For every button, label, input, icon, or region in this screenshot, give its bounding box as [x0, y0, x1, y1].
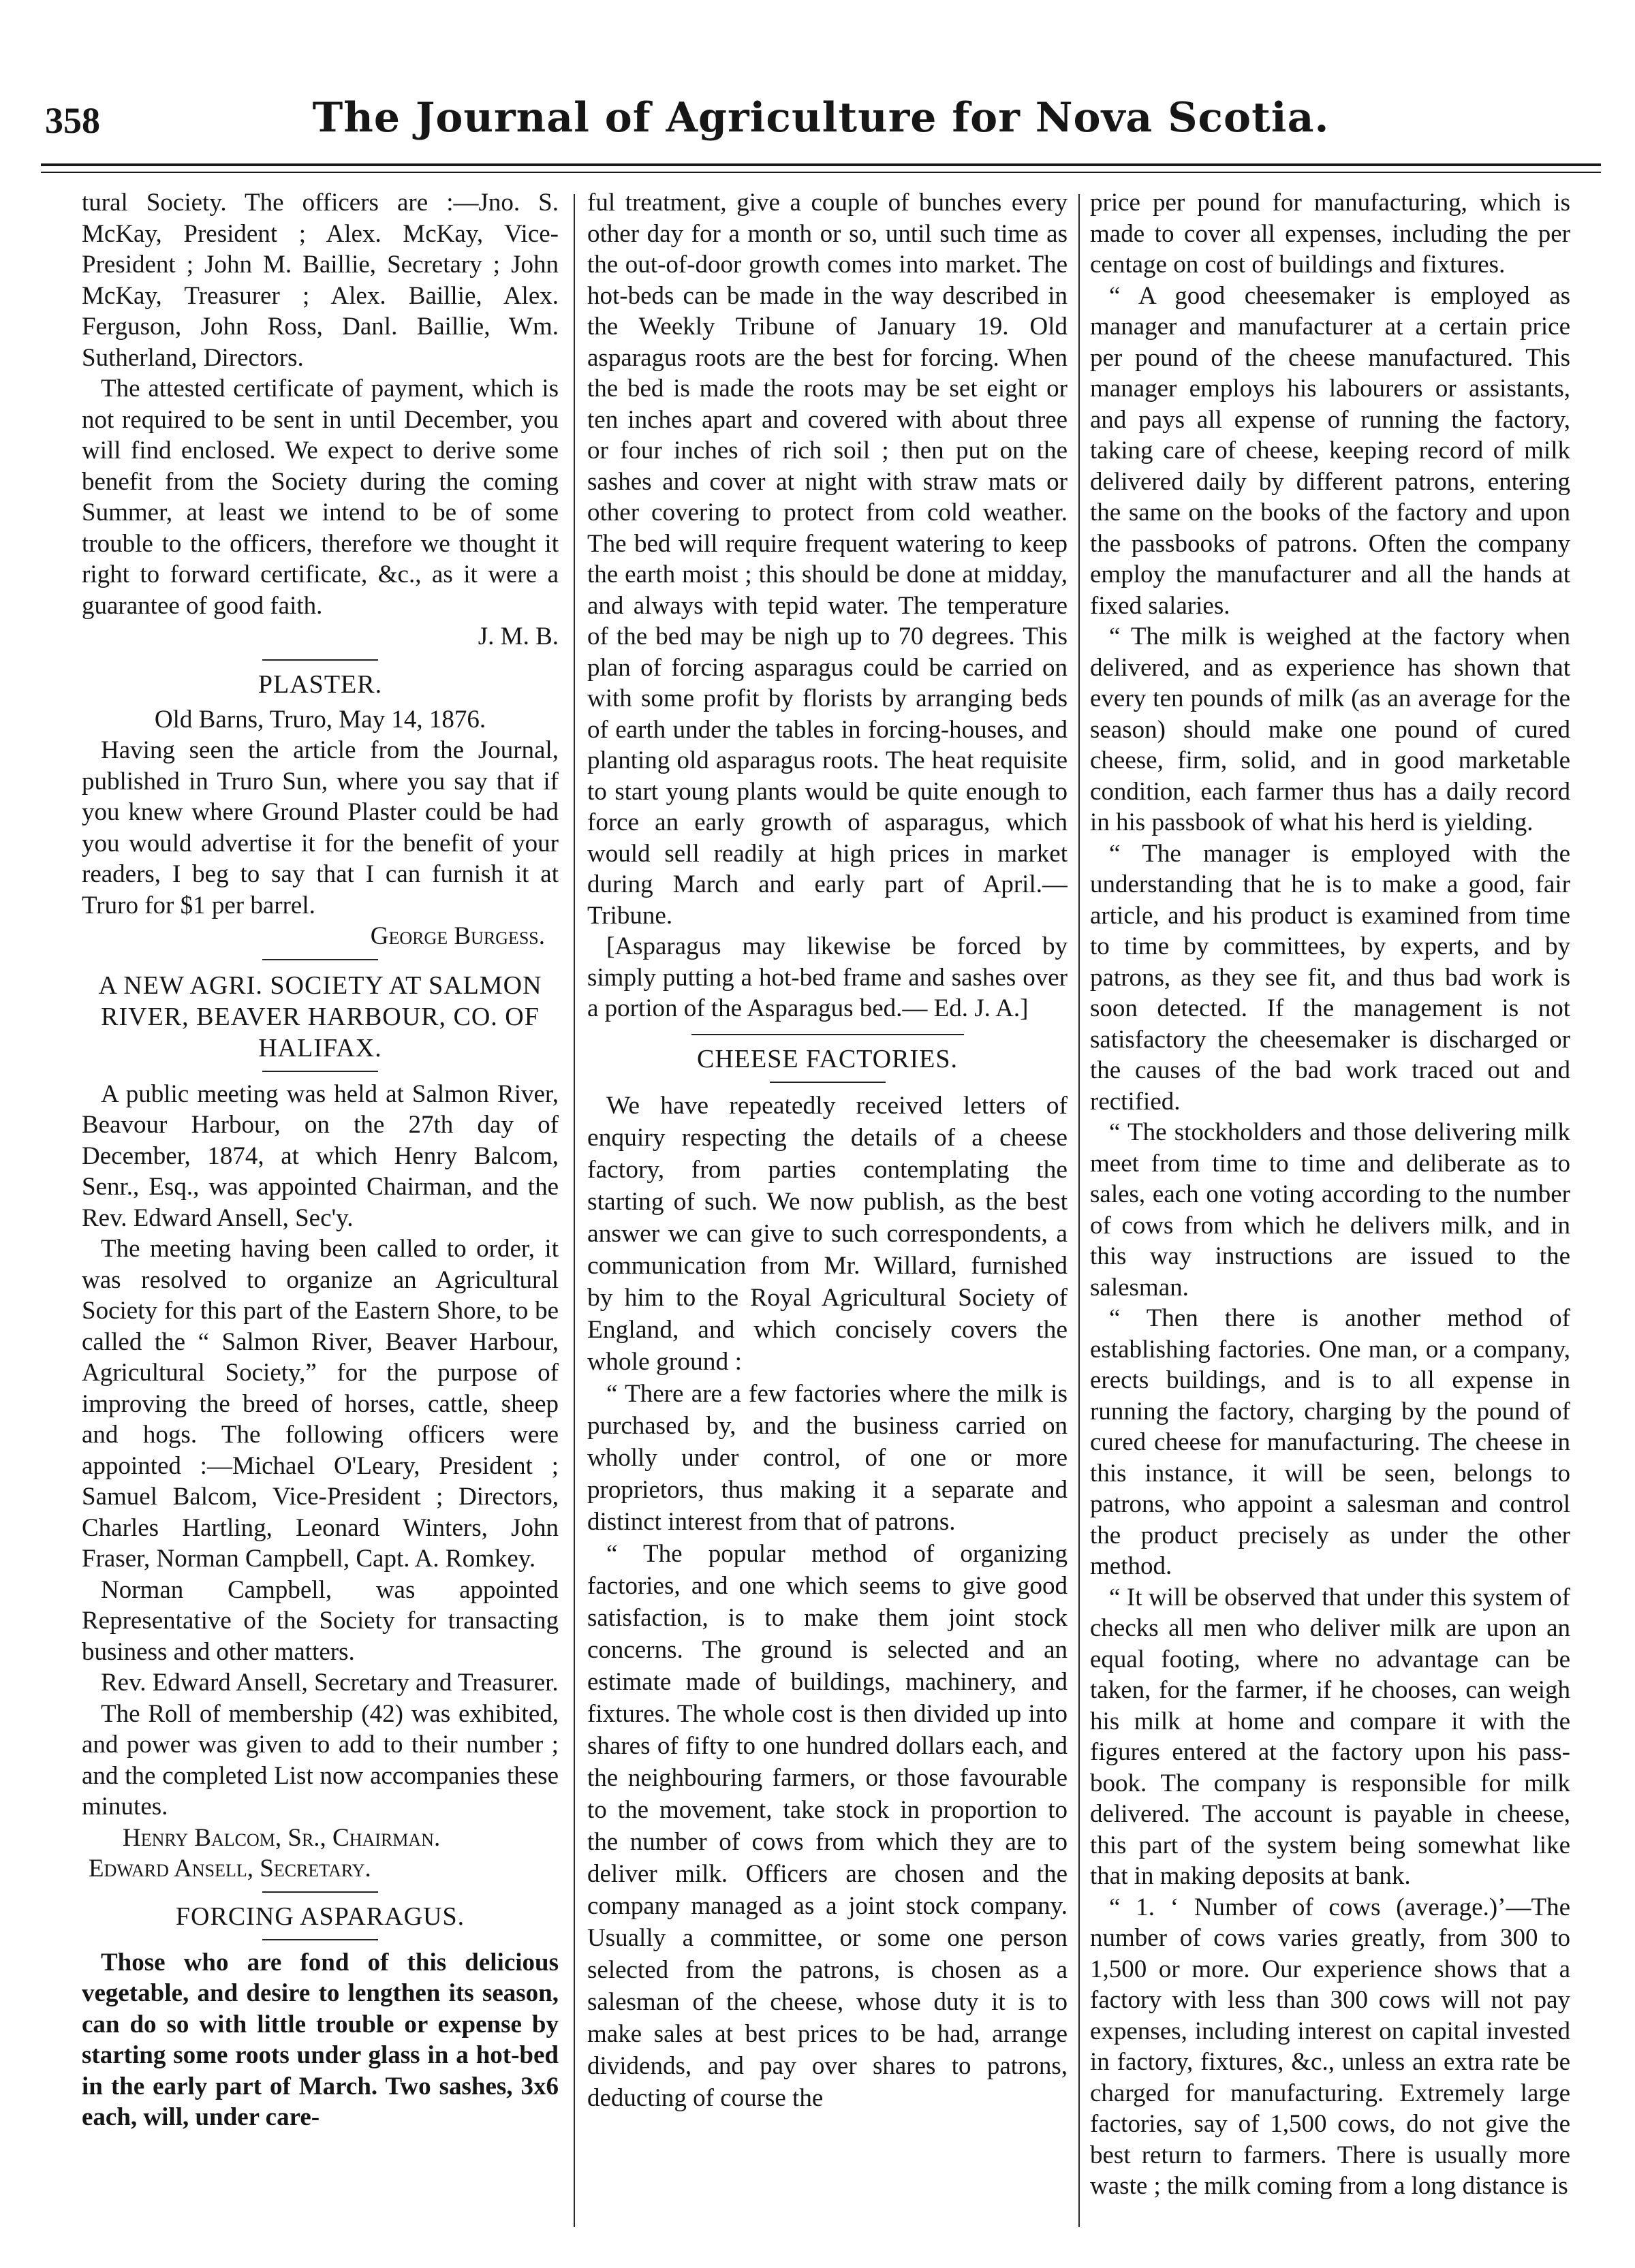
plaster-heading: PLASTER. [258, 670, 383, 699]
another-method-paragraph: “ Then there is another method of establishing factories. One man, or a company, erects buildings, and is to all expense in running the factory, charging by the pound of cured cheese for manufacturing. The cheese in this instance, it will be seen, belongs to patrons, who appoint a salesman and control the product precisely as under the other method. [1090, 1304, 1570, 1580]
cheese-paragraph-purchase: “ There are a few factories where the milk is purchased by, and the business carried on wholly under control, of one or more proprietors, thus making it a separate and distinct interest from that of patrons. [587, 1379, 1068, 1536]
certificate-paragraph: The attested certificate of payment, which is not required to be sent in until December, you will find enclosed. We expect to derive some benefit from the Society during the coming Summer, at least we intend to be of some trouble to the officers, therefore we thought it right to forward certificate, &c., as it were a guarantee of good faith. [82, 375, 559, 620]
column-1 [82, 187, 559, 2231]
column-2 [587, 187, 1068, 2231]
checks-paragraph: “ It will be observed that under this system of checks all men who deliver milk are upon an equal footing, where no advantage can be taken, for the farmer, if he chooses, can weigh his milk at home and compare it with the figures entered at the factory upon his pass-book. The company is responsible for milk delivered. The account is payable in cheese, this part of the system being somewhat like that in making deposits at bank. [1090, 1583, 1570, 1890]
organize-paragraph: The meeting having been called to order, it was resolved to organize an Agricultural Society for this part of the Eastern Shore, to be called the “ Salmon River, Beaver Harbour, Agricultural Society,” for the purpose of improving the breed of horses, cattle, sheep and hogs. The following officers were appointed :—Michael O'Leary, President ; Samuel Balcom, Vice-President ; Directors, Charles Hartling, Leonard Winters, John Fraser, Norman Campbell, Capt. A. Romkey. [82, 1235, 559, 1573]
cheese-continued: price per pound for manufacturing, which is made to cover all expenses, including the per centage on cost of buildings and fixtures. [1090, 189, 1570, 279]
page-header [41, 87, 1601, 169]
section-divider [262, 959, 378, 960]
section-divider [770, 1082, 886, 1083]
secretary-signature: Edward Ansell, Secretary. [89, 1855, 371, 1883]
column-3 [1090, 187, 1570, 2231]
manager-paragraph: “ The manager is employed with the understanding that he is to make a good, fair article, and his product is examined from time to time by committees, by experts, and by patrons, as they see fit, and thus bad work is soon detected. If the management is not satisfactory the cheesemaker is discharged or the causes of the bad work traced out and rectified. [1090, 839, 1570, 1116]
membership-paragraph: The Roll of membership (42) was exhibited, and power was given to add to their number ; and the completed List now accompanies these minutes. [82, 1699, 559, 1821]
header-rule-thin [41, 172, 1601, 173]
editor-note: [Asparagus may likewise be forced by simply putting a hot-bed frame and sashes over a portion of the Asparagus bed.— Ed. J. A.] [587, 932, 1068, 1022]
plaster-body: Having seen the article from the Journal, published in Truro Sun, where you say that if you knew where Ground Plaster could be had you would advertise it for the benefit of your readers, I beg to say that I can furnish it at Truro for $1 per barrel. [82, 736, 559, 919]
society-officers-paragraph: tural Society. The officers are :—Jno. S. McKay, President ; Alex. McKay, Vice-President ; John M. Baillie, Secretary ; John McKay, Treasurer ; Alex. Baillie, Alex. Ferguson, John Ross, Danl. Baillie, Wm. Sutherland, Directors. [82, 189, 559, 372]
cheesemaker-paragraph: “ A good cheesemaker is employed as manager and manufacturer at a certain price per pound of the cheese manufactured. This manager employs his labourers or assistants, and pays all expense of running the factory, taking care of cheese, keeping record of milk delivered daily by different patrons, entering the same on the books of the factory and upon the passbooks of patrons. Often the company employ the manufacturer and all the hands at fixed salaries. [1090, 281, 1570, 620]
cheese-paragraph-joint-stock: “ The popular method of organizing factories, and one which seems to give good satisfaction, is to make them joint stock concerns. The ground is selected and an estimate made of buildings, machinery, and fixtures. The whole cost is then divided up into shares of fifty to one hundred dollars each, and the neighbouring farmers, or those favourable to the movement, take stock in proportion to the number of cows from which they are to deliver milk. Officers are chosen and the company managed as a joint stock company. Usually a committee, or some one person selected from the patrons, is chosen as a salesman of the cheese, whose duty it is to make sales at best prices to be had, arrange dividends, and pay over shares to patrons, deducting of course the [587, 1539, 1068, 2112]
letter-signature: J. M. B. [478, 623, 559, 650]
milk-weighed-paragraph: “ The milk is weighed at the factory when delivered, and as experience has shown that every ten pounds of milk (as an average for the season) should make one pound of cured cheese, firm, solid, and in good marketable condition, each farmer thus has a daily record in his passbook of what his herd is yielding. [1090, 623, 1570, 836]
asparagus-continued: ful treatment, give a couple of bunches every other day for a month or so, until such time as the out-of-door growth comes into market. The hot-beds can be made in the way described in the Weekly Tribune of January 19. Old asparagus roots are the best for forcing. When the bed is made the roots may be set eight or ten inches apart and covered with about three or four inches of rich soil ; then put on the sashes and cover at night with straw mats or other covering to protect from cold weather. The bed will require frequent watering to keep the earth moist ; this should be done at midday, and always with tepid water. The temperature of the bed may be nigh up to 70 degrees. This plan of forcing asparagus could be carried on with some profit by florists by arranging beds of earth under the tables in forcing-houses, and planting old asparagus roots. The heat requisite to start young plants would be quite enough to force an early growth of asparagus, which would sell readily at high prices in market during March and early part of April.—Tribune. [587, 189, 1068, 930]
asparagus-intro: Those who are fond of this delicious vegetable, and desire to lengthen its season, can do so with little trouble or expense by starting some roots under glass in a hot-bed in the early part of March. Two sashes, 3x6 each, will, under care- [82, 1948, 559, 2131]
section-divider [262, 659, 378, 661]
stockholders-paragraph: “ The stockholders and those delivering milk meet from time to time and deliberate as to sales, each one voting according to the number of cows from which he delivers milk, and in this way instructions are issued to the salesman. [1090, 1118, 1570, 1302]
salmon-river-heading: A NEW AGRI. SOCIETY AT SALMON RIVER, BEAVER HARBOUR, CO. OF HALIFAX. [98, 971, 542, 1062]
meeting-paragraph: A public meeting was held at Salmon River, Beavour Harbour, on the 27th day of December, 1874, at which Henry Balcom, Senr., Esq., was appointed Chairman, and the Rev. Edward Ansell, Sec'y. [82, 1080, 559, 1232]
cheese-intro: We have repeatedly received letters of enquiry respecting the details of a cheese factory, from parties contemplating the starting of such. We now publish, as the best answer we can give to such correspondents, a communication from Mr. Willard, furnished by him to the Royal Agricultural Society of England, and which concisely covers the whole ground : [587, 1091, 1068, 1376]
number-of-cows-paragraph: “ 1. ‘ Number of cows (average.)’—The number of cows varies greatly, from 300 to 1,500 or more. Our experience shows that a factory with less than 300 cows will not pay expenses, including interest on capital invested in factory, fixtures, &c., unless an extra rate be charged for manufacturing. Extremely large factories, say of 1,500 cows, do not give the best return to farmers. There is usually more waste ; the milk coming from a long distance is [1090, 1893, 1570, 2200]
chairman-signature: Henry Balcom, Sr., Chairman. [123, 1823, 441, 1852]
cheese-factories-heading: CHEESE FACTORIES. [697, 1044, 958, 1073]
representative-paragraph: Norman Campbell, was appointed Representative of the Society for transacting business and other matters. [82, 1575, 559, 1666]
secretary-paragraph: Rev. Edward Ansell, Secretary and Treasurer. [101, 1669, 559, 1697]
column-divider-2 [1078, 194, 1080, 2227]
column-divider-1 [574, 194, 575, 2227]
plaster-signature: George Burgess. [370, 922, 545, 950]
cheese-article [587, 1090, 1068, 2114]
header-rule-thick [41, 163, 1601, 166]
section-divider [691, 1034, 964, 1035]
section-divider [262, 1891, 378, 1893]
journal-title: The Journal of Agriculture for Nova Scotia. [312, 94, 1330, 142]
plaster-dateline: Old Barns, Truro, May 14, 1876. [154, 705, 486, 734]
section-divider [262, 1071, 378, 1072]
asparagus-heading: FORCING ASPARAGUS. [175, 1902, 465, 1931]
page-number: 358 [45, 100, 100, 141]
section-divider [262, 1939, 378, 1940]
